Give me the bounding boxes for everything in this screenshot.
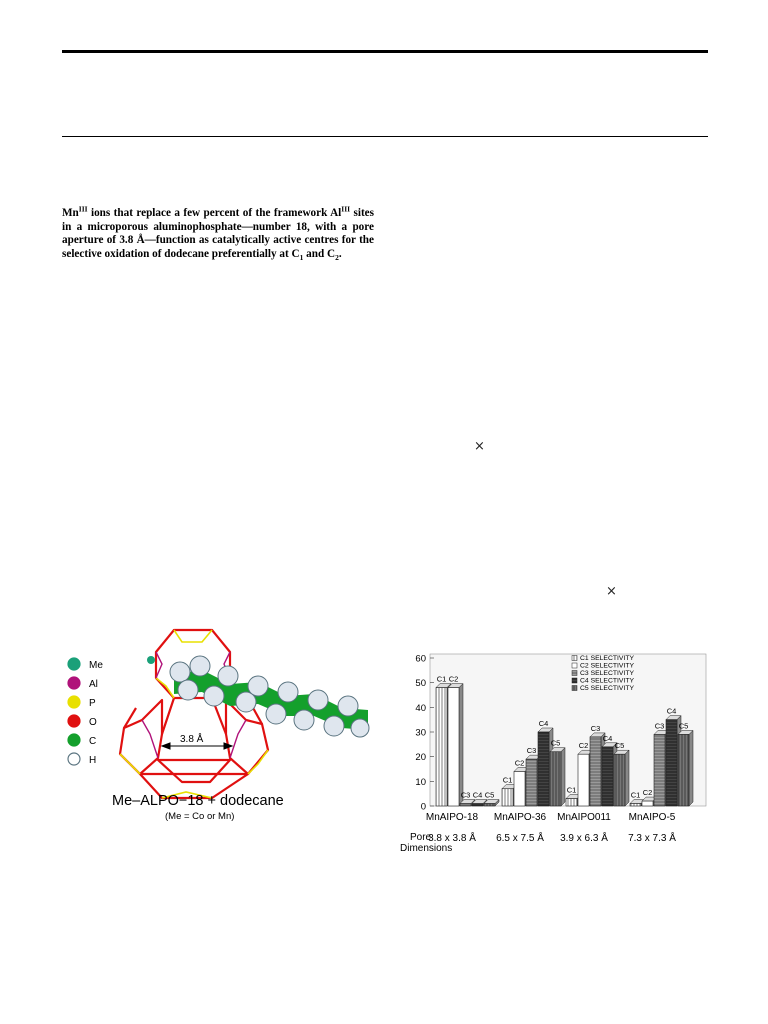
legend-swatch-c4 [572, 678, 577, 683]
pore-axis-label: Pore [410, 832, 432, 843]
bar-label: C2 [642, 788, 653, 798]
molecular-figure [62, 624, 372, 824]
legend-entry-c3: C3 SELECTIVITY [580, 670, 635, 677]
bar-label: C5 [678, 721, 689, 731]
bar-label: C3 [590, 723, 601, 733]
legend-swatch-o [68, 715, 80, 727]
bar-label: C3 [526, 746, 537, 756]
category-label: MnAIPO-18 [425, 812, 479, 823]
atom-legend [68, 658, 103, 766]
legend-entry-c1: C1 SELECTIVITY [580, 655, 635, 662]
y-tick-label: 50 [415, 678, 426, 690]
bar-label: C5 [614, 741, 625, 751]
legend-label-o: O [89, 717, 97, 728]
header-rule [62, 136, 708, 137]
pore-dimension-label: 6.5 x 7.5 Å [496, 833, 544, 844]
bar-label: C4 [666, 706, 677, 716]
legend-swatch-c [68, 734, 80, 746]
bar-label: C1 [630, 790, 641, 800]
legend-label-p: P [89, 698, 96, 709]
selectivity-chart [390, 648, 710, 856]
legend-label-me: Me [89, 660, 103, 671]
legend-label-h: H [89, 755, 97, 766]
legend-swatch-c2 [572, 663, 577, 668]
legend-swatch-al [68, 677, 80, 689]
legend-entry-c5: C5 SELECTIVITY [580, 685, 635, 692]
top-rule [62, 50, 708, 53]
y-tick-label: 30 [415, 727, 426, 739]
pore-dimension-label: 3.9 x 6.3 Å [560, 833, 608, 844]
pore-dimension-label: 3.8 x 3.8 Å [428, 833, 476, 844]
times-mark: × [606, 584, 617, 599]
dimensions-axis-label: Dimensions [400, 843, 453, 854]
bar-label: C4 [472, 790, 483, 800]
me-atom [147, 656, 155, 664]
category-label: MnAIPO011 [557, 812, 611, 823]
y-tick-label: 60 [415, 653, 426, 665]
bar-label: C2 [448, 674, 459, 684]
bar-label: C4 [602, 733, 613, 743]
y-tick-label: 0 [420, 801, 426, 813]
legend-swatch-c3 [572, 671, 577, 676]
bar-label: C1 [566, 785, 577, 795]
legend-label-al: Al [89, 679, 98, 690]
y-tick-label: 10 [415, 776, 426, 788]
legend-swatch-me [68, 658, 80, 670]
pore-dimension-label: 7.3 x 7.3 Å [628, 833, 676, 844]
bar-mnaipo-18-c2 [448, 684, 463, 806]
legend-entry-c2: C2 SELECTIVITY [580, 662, 635, 670]
bar-label: C3 [654, 721, 665, 731]
framework-cage [120, 630, 268, 798]
bar-label: C5 [484, 790, 495, 800]
bar-label: C1 [436, 674, 447, 684]
times-mark: × [474, 439, 485, 454]
bar-label: C2 [578, 741, 589, 751]
legend-label-c: C [89, 736, 97, 747]
category-label: MnAIPO-5 [628, 812, 676, 823]
bar-label: C5 [550, 738, 561, 748]
bar-mnaipo011-c5 [614, 750, 629, 806]
bar-mnaipo-5-c5 [678, 730, 693, 806]
legend-swatch-h [68, 753, 80, 765]
y-tick-label: 20 [415, 752, 426, 764]
figure-title: Me–ALPO−18 + dodecane [112, 793, 284, 809]
bar-label: C1 [502, 775, 513, 785]
y-tick-label: 40 [415, 702, 426, 714]
bar-label: C3 [460, 790, 471, 800]
legend-swatch-p [68, 696, 80, 708]
bar-mnaipo-36-c5 [550, 748, 565, 806]
legend-swatch-c5 [572, 686, 577, 691]
bar-label: C4 [538, 719, 549, 728]
aperture-label: 3.8 Å [180, 734, 204, 745]
legend-swatch-c1 [572, 656, 577, 661]
dodecane-molecule [170, 656, 369, 737]
bar-label: C2 [514, 758, 525, 768]
figure-subtitle: (Me = Co or Mn) [165, 811, 235, 822]
abstract-text: $Mn^{III}$ ions that replace a few percent of the framework $Al^{III}$ sites in a microporous aluminophosphate—number 18, with a pore aperture of 3.8 Å—function as catalytically active centres for the selective oxidation of dodecane preferentially at $C_1$ and $C_2$. [62, 204, 374, 262]
legend-entry-c4: C4 SELECTIVITY [580, 677, 635, 685]
category-label: MnAIPO-36 [493, 812, 547, 823]
